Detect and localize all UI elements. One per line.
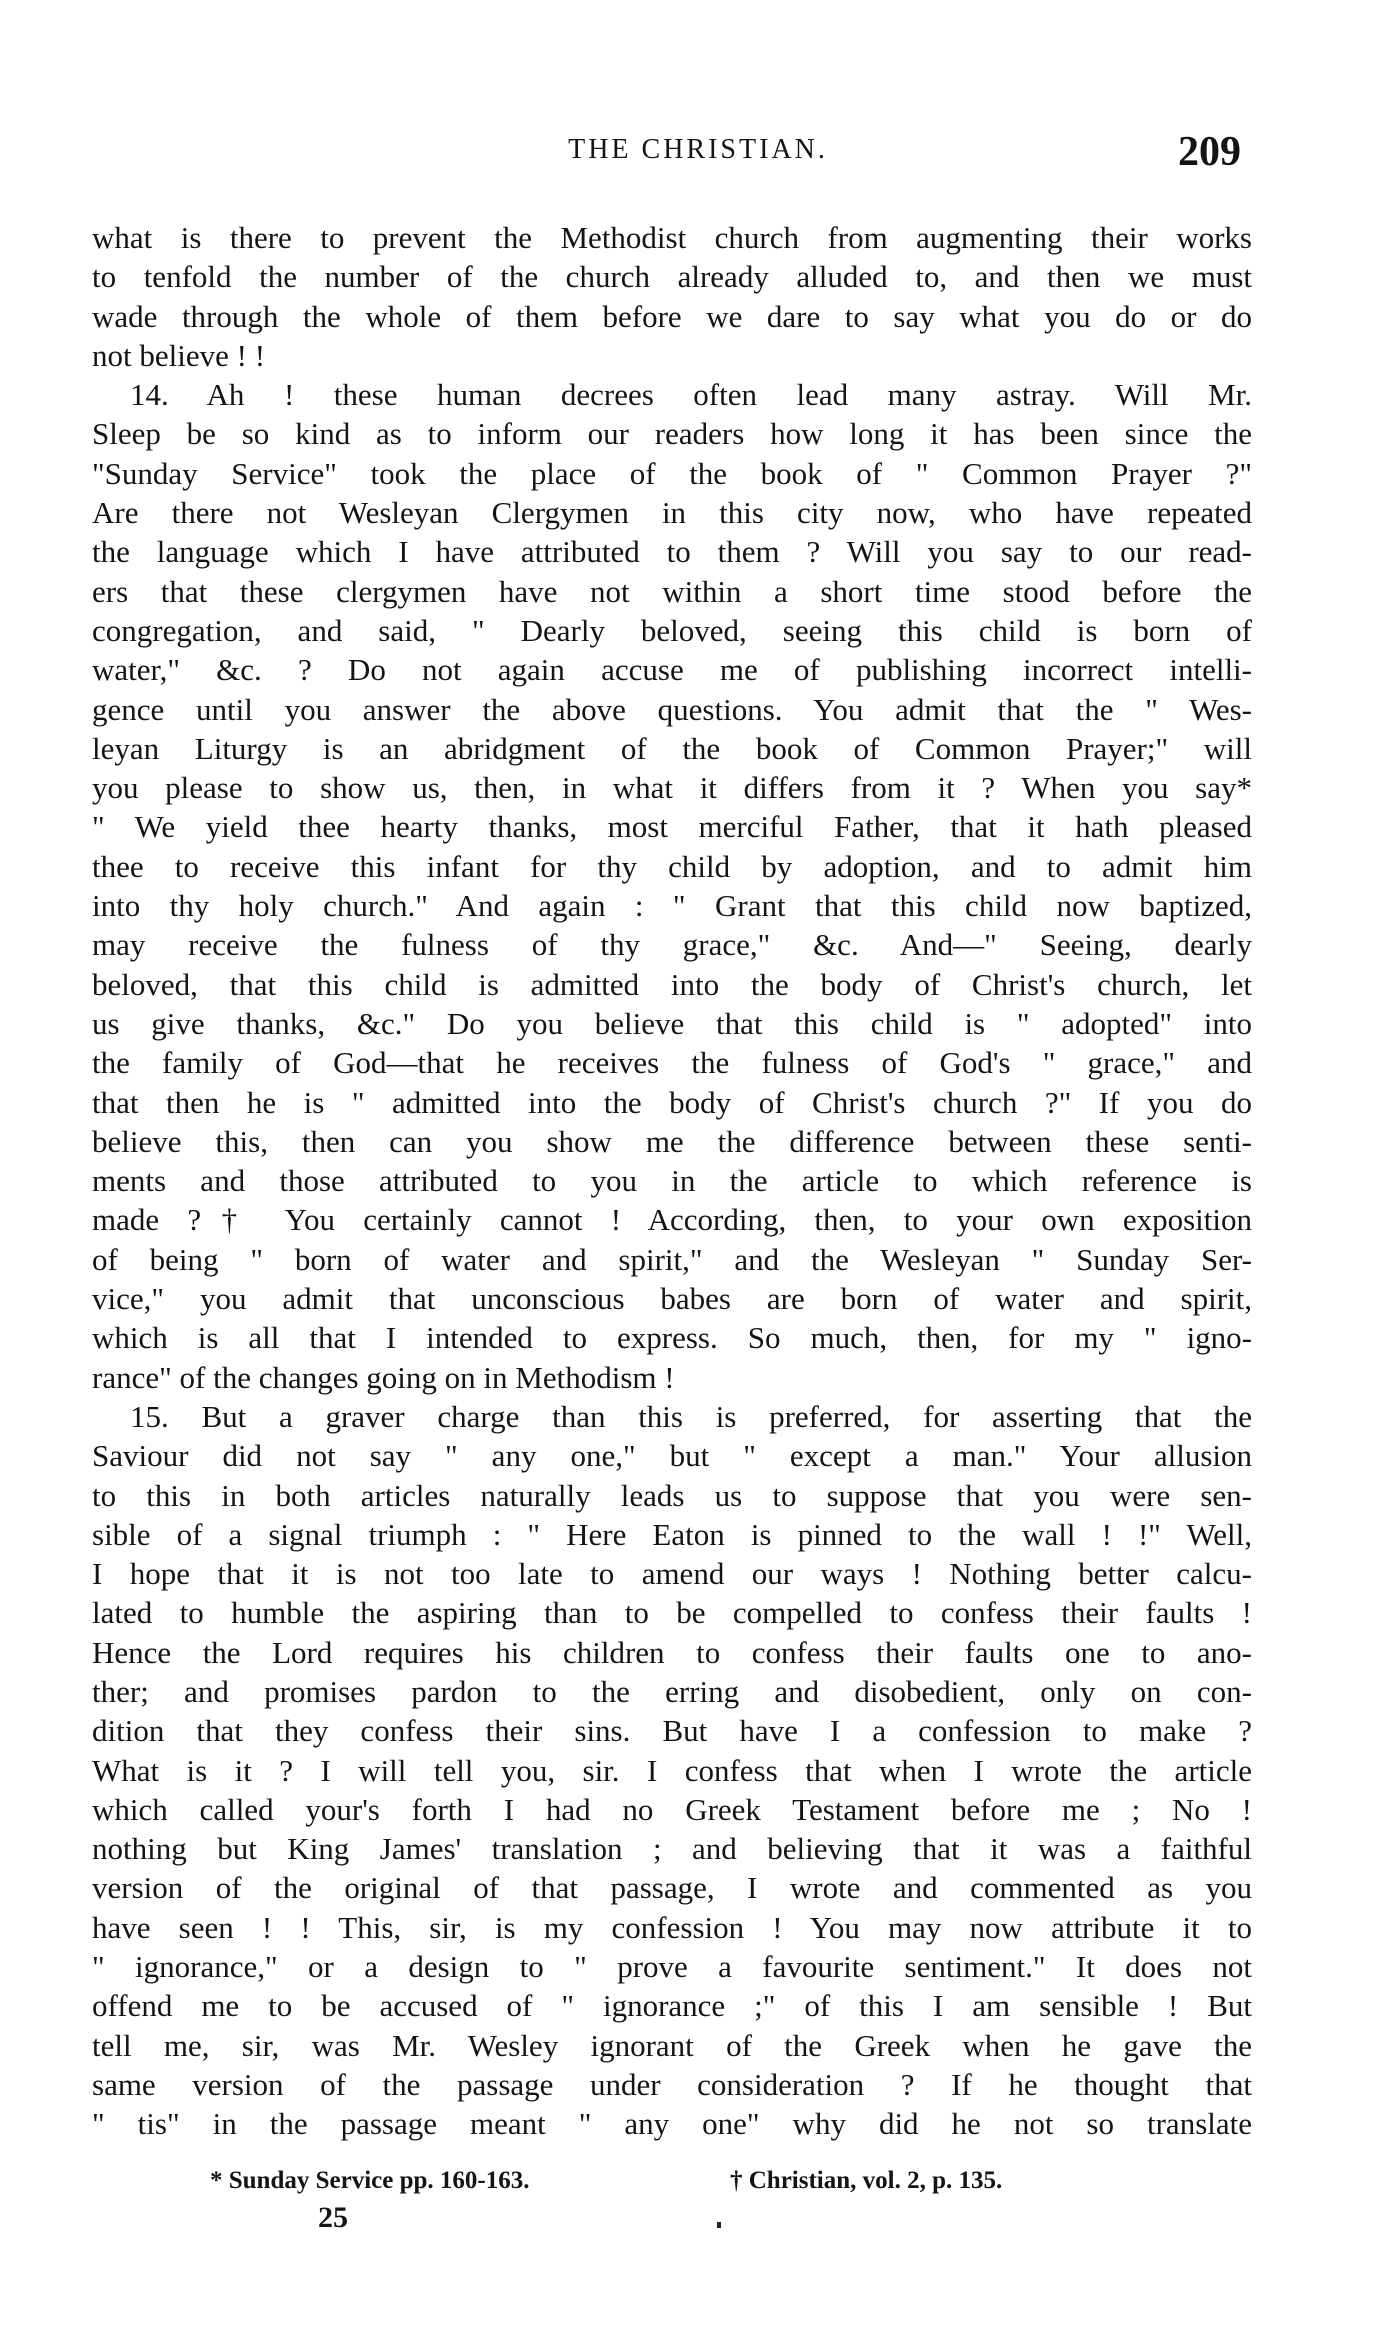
text-line: which called your's forth I had no Greek Testament before me ; No ! — [92, 1791, 1252, 1827]
text-line: " We yield thee hearty thanks, most merciful Father, that it hath pleased — [92, 809, 1252, 845]
text-line: What is it ? I will tell you, sir. I confess that when I wrote the article — [92, 1752, 1252, 1788]
text-line: ther; and promises pardon to the erring and disobedient, only on con- — [92, 1673, 1252, 1709]
text-line: Are there not Wesleyan Clergymen in this city now, who have repeated — [92, 495, 1252, 531]
text-line: vice," you admit that unconscious babes are born of water and spirit, — [92, 1281, 1252, 1317]
text-line: believe this, then can you show me the difference between these senti- — [92, 1123, 1252, 1159]
text-line: I hope that it is not too late to amend our ways ! Nothing better calcu- — [92, 1556, 1252, 1592]
text-line: the language which I have attributed to them ? Will you say to our read- — [92, 534, 1252, 570]
text-line: have seen ! ! This, sir, is my confession ! You may now attribute it to — [92, 1909, 1252, 1945]
signature-mark: 25 — [318, 2201, 348, 2234]
text-line: " ignorance," or a design to " prove a favourite sentiment." It does not — [92, 1949, 1252, 1985]
text-line: us give thanks, &c." Do you believe that this child is " adopted" into — [92, 1005, 1252, 1041]
page-number: 209 — [1178, 129, 1241, 175]
text-line: wade through the whole of them before we dare to say what you do or do — [92, 298, 1252, 334]
text-line: not believe ! ! — [92, 337, 266, 373]
text-line: that then he is " admitted into the body of Christ's church ?" If you do — [92, 1084, 1252, 1120]
text-line: the family of God—that he receives the fulness of God's " grace," and — [92, 1045, 1252, 1081]
text-line: version of the original of that passage, I wrote and commented as you — [92, 1870, 1252, 1906]
text-line: to tenfold the number of the church already alluded to, and then we must — [92, 259, 1252, 295]
text-line: rance" of the changes going on in Methodism ! — [92, 1359, 675, 1395]
text-line: 14. Ah ! these human decrees often lead many astray. Will Mr. — [130, 377, 1252, 413]
body-text — [92, 218, 1252, 2144]
text-line: ers that these clergymen have not within a short time stood before the — [92, 573, 1252, 609]
text-line: made ?† You certainly cannot ! According, then, to your own exposition — [92, 1202, 1252, 1238]
text-line: of being " born of water and spirit," and the Wesleyan " Sunday Ser- — [92, 1241, 1252, 1277]
text-line: sible of a signal triumph : " Here Eaton is pinned to the wall ! !" Well, — [92, 1516, 1252, 1552]
text-line: thee to receive this infant for thy child by adoption, and to admit him — [92, 848, 1252, 884]
text-line: Hence the Lord requires his children to confess their faults one to ano- — [92, 1634, 1252, 1670]
text-line: may receive the fulness of thy grace," &c. And—" Seeing, dearly — [92, 927, 1252, 963]
text-line: you please to show us, then, in what it differs from it ? When you say* — [92, 770, 1252, 806]
text-line: "Sunday Service" took the place of the book of " Common Prayer ?" — [92, 455, 1252, 491]
page-header — [0, 128, 1396, 176]
text-line: same version of the passage under consideration ? If he thought that — [92, 2066, 1252, 2102]
text-line: Saviour did not say " any one," but " except a man." Your allusion — [92, 1438, 1252, 1474]
text-line: 15. But a graver charge than this is preferred, for asserting that the — [130, 1398, 1252, 1434]
text-line: dition that they confess their sins. But have I a confession to make ? — [92, 1713, 1252, 1749]
footnote-sunday-service: * Sunday Service pp. 160-163. — [210, 2167, 530, 2194]
text-line: ments and those attributed to you in the article to which reference is — [92, 1163, 1252, 1199]
text-line: offend me to be accused of " ignorance ;" of this I am sensible ! But — [92, 1988, 1252, 2024]
text-line: what is there to prevent the Methodist church from augmenting their works — [92, 220, 1252, 255]
text-line: beloved, that this child is admitted into the body of Christ's church, let — [92, 966, 1252, 1002]
text-line: nothing but King James' translation ; and believing that it was a faithful — [92, 1831, 1252, 1867]
text-line: which is all that I intended to express. So much, then, for my " igno- — [92, 1320, 1252, 1356]
running-head: THE CHRISTIAN. — [568, 134, 828, 165]
text-line: gence until you answer the above questions. You admit that the " Wes- — [92, 691, 1252, 727]
ink-mark — [717, 2222, 721, 2228]
text-line: leyan Liturgy is an abridgment of the book of Common Prayer;" will — [92, 730, 1252, 766]
text-line: tell me, sir, was Mr. Wesley ignorant of the Greek when he gave the — [92, 2027, 1252, 2063]
text-line: congregation, and said, " Dearly beloved, seeing this child is born of — [92, 612, 1252, 648]
footnotes — [210, 2167, 1170, 2207]
text-line: lated to humble the aspiring than to be compelled to confess their faults ! — [92, 1595, 1252, 1631]
text-line: " tis" in the passage meant " any one" why did he not so translate — [92, 2106, 1252, 2142]
footnote-christian: † Christian, vol. 2, p. 135. — [730, 2167, 1003, 2194]
text-line: water," &c. ? Do not again accuse me of publishing incorrect intelli- — [92, 652, 1252, 688]
text-line: to this in both articles naturally leads us to suppose that you were sen- — [92, 1477, 1252, 1513]
text-line: Sleep be so kind as to inform our readers how long it has been since the — [92, 416, 1252, 452]
text-line: into thy holy church." And again : " Grant that this child now baptized, — [92, 888, 1252, 924]
